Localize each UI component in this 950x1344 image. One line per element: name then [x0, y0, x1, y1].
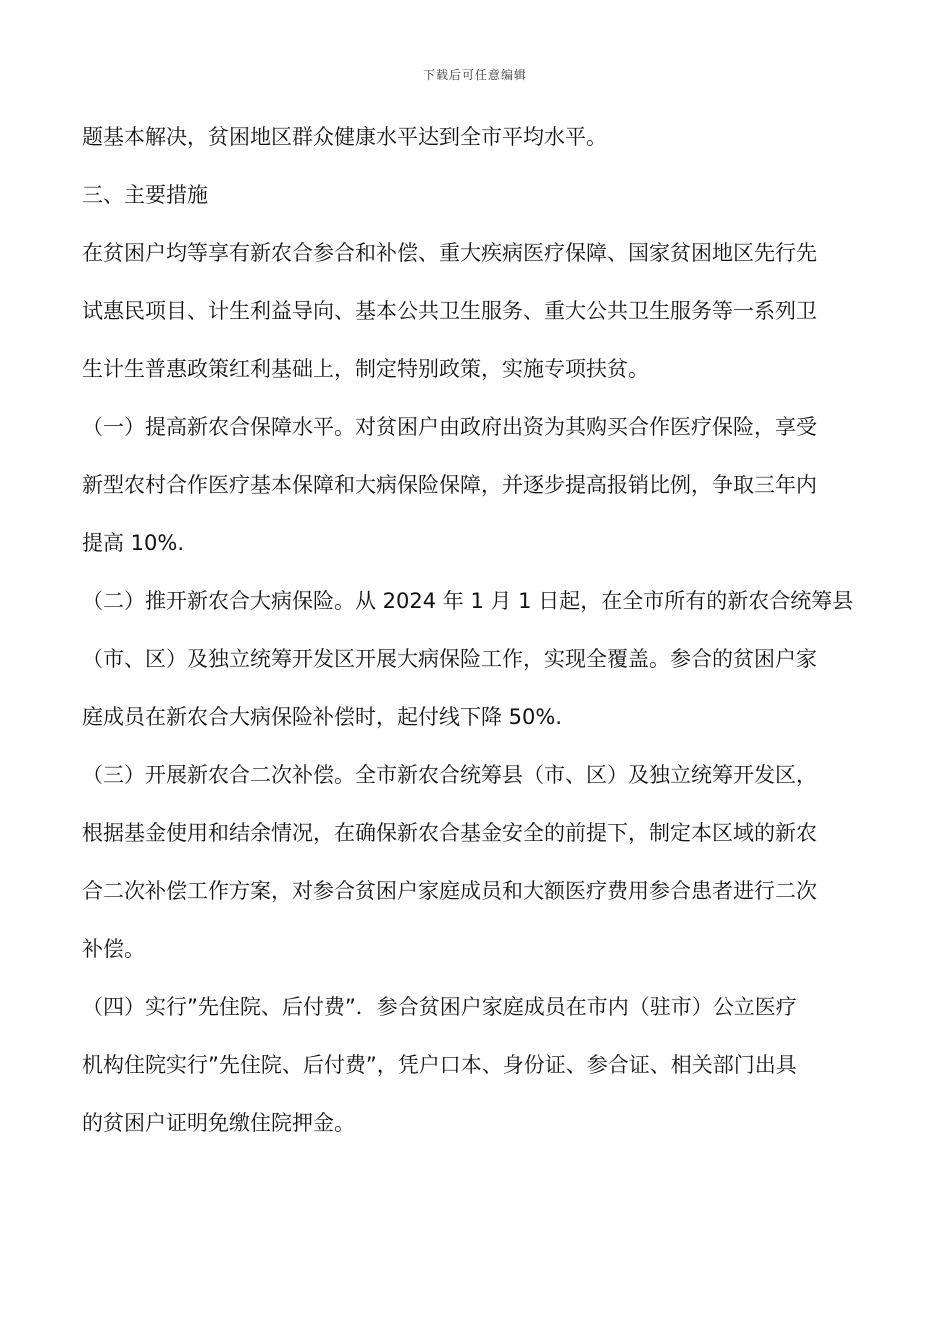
- text-line: 机构住院实行”先住院、后付费”，凭户口本、身份证、参合证、相关部门出具: [82, 1053, 797, 1077]
- section-heading: 三、主要措施: [82, 183, 208, 207]
- text-line: （二）推开新农合大病保险。从 2024 年 1 月 1 日起，在全市所有的新农合统筹县: [82, 589, 854, 613]
- text-line: 试惠民项目、计生利益导向、基本公共卫生服务、重大公共卫生服务等一系列卫: [82, 299, 817, 323]
- text-line: 题基本解决，贫困地区群众健康水平达到全市平均水平。: [82, 125, 607, 149]
- text-line: 根据基金使用和结余情况，在确保新农合基金安全的前提下，制定本区域的新农: [82, 821, 817, 845]
- text-line: 合二次补偿工作方案，对参合贫困户家庭成员和大额医疗费用参合患者进行二次: [82, 879, 817, 903]
- text-line: （三）开展新农合二次补偿。全市新农合统筹县（市、区）及独立统筹开发区，: [82, 763, 817, 787]
- text-line: 的贫困户证明免缴住院押金。: [82, 1111, 355, 1135]
- page-header-note: 下载后可任意编辑: [422, 68, 527, 82]
- text-line: （一）提高新农合保障水平。对贫困户由政府出资为其购买合作医疗保险，享受: [82, 415, 817, 439]
- text-line: （四）实行”先住院、后付费”．参合贫困户家庭成员在市内（驻市）公立医疗: [82, 995, 797, 1019]
- text-line: 提高 10%.: [82, 531, 185, 555]
- text-line: 在贫困户均等享有新农合参合和补偿、重大疾病医疗保障、国家贫困地区先行先: [82, 241, 817, 265]
- text-line: 补偿。: [82, 937, 145, 961]
- document-body: [82, 113, 872, 1157]
- text-line: 生计生普惠政策红利基础上，制定特别政策，实施专项扶贫。: [82, 357, 649, 381]
- text-line: （市、区）及独立统筹开发区开展大病保险工作，实现全覆盖。参合的贫困户家: [82, 647, 817, 671]
- text-line: 庭成员在新农合大病保险补偿时，起付线下降 50%.: [82, 705, 563, 729]
- text-line: 新型农村合作医疗基本保障和大病保险保障，并逐步提高报销比例，争取三年内: [82, 473, 817, 497]
